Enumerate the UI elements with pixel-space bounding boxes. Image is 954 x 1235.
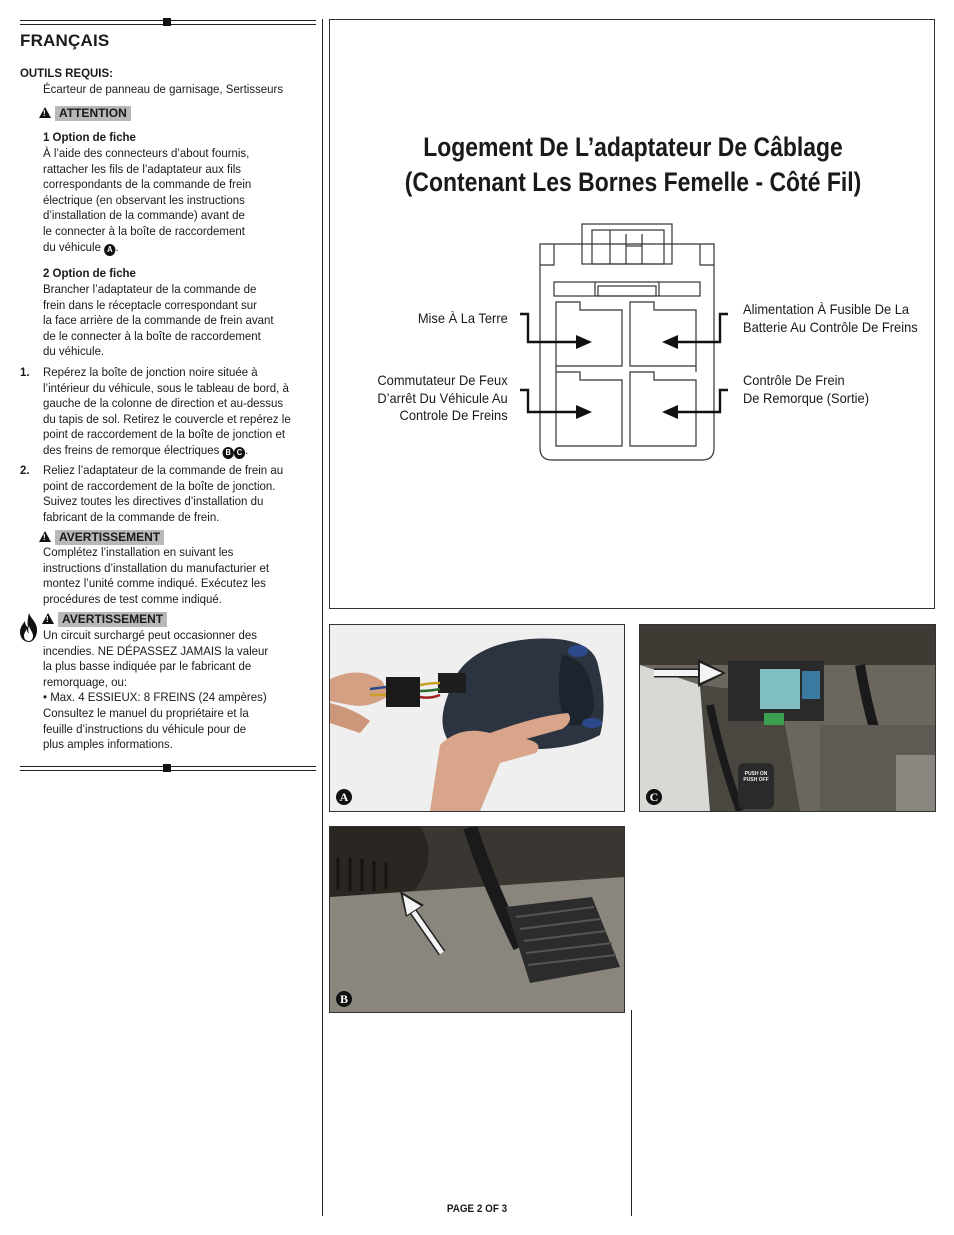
option1-text: À l’aide des connecteurs d’about fournis, rattacher les fils de l’adaptateur aux fils correspondants de la commande de frein électrique (en observant les instructions d’installation de la commande) avant de le connecter à la boîte de raccordement du véhicule A . bbox=[43, 146, 252, 254]
step1-number: 1. bbox=[20, 365, 30, 379]
diagram-title-line1: Logement De L’adaptateur De Câblage bbox=[423, 132, 843, 162]
option2-text: Brancher l’adaptateur de la commande de frein dans le réceptacle correspondant sur la face arrière de la commande de frein avant de le connecter à la boîte de raccordement du véhicule. bbox=[43, 282, 274, 359]
label-fused-power: Alimentation À Fusible De La Batterie Au Contrôle De Freins bbox=[743, 301, 918, 335]
brake-controller-illustration bbox=[330, 625, 624, 811]
warning2-icon: ! bbox=[42, 613, 54, 624]
ref-badge-b: B bbox=[223, 447, 234, 459]
wiring-diagram bbox=[329, 19, 935, 609]
page-number: PAGE 2 OF 3 bbox=[446, 1203, 508, 1215]
photo-b-label: B bbox=[336, 991, 352, 1007]
column-divider-right bbox=[631, 1010, 632, 1216]
photo-b-under-dash bbox=[329, 826, 625, 1013]
photo-c-junction-box bbox=[639, 624, 936, 812]
push-button-label: PUSH ON PUSH OFF bbox=[743, 771, 769, 783]
language-heading: FRANÇAIS bbox=[20, 31, 110, 50]
attention-label: ATTENTION bbox=[55, 106, 131, 121]
step1-text: Repérez la boîte de jonction noire située à l’intérieur du véhicule, sous le tableau de bord, à gauche de la colonne de direction et au-dessus du tapis de sol. Retirez le couvercle et repérez le point de raccordement de la boîte de jonction et des freins de remorque électriques B C . bbox=[43, 365, 291, 457]
junction-box-illustration bbox=[640, 625, 935, 811]
ref-badge-a: A bbox=[104, 244, 115, 256]
step2-text: Reliez l’adaptateur de la commande de frein au point de raccordement de la boîte de jonction. Suivez toutes les directives d’installation du fabricant de la commande de frein. bbox=[43, 463, 284, 524]
column-divider-left bbox=[322, 19, 323, 1216]
ref-badge-c: C bbox=[234, 447, 245, 459]
tools-list: Écarteur de panneau de garnisage, Sertisseurs bbox=[43, 82, 284, 96]
label-ground: Mise À La Terre bbox=[418, 310, 508, 326]
tools-heading: OUTILS REQUIS: bbox=[20, 66, 113, 80]
warning1-icon: ! bbox=[39, 531, 51, 542]
left-column bbox=[20, 0, 316, 1235]
warning1-text: Complétez l’installation en suivant les instructions d’installation du manufacturier et montez l’unité comme indiqué. Exécutez les procédures de test comme indiqué. bbox=[43, 545, 270, 606]
under-dash-illustration bbox=[330, 827, 624, 1012]
step2-number: 2. bbox=[20, 463, 30, 477]
label-stop-switch: Commutateur De Feux D’arrêt Du Véhicule Au Controle De Freins bbox=[377, 372, 508, 423]
option1-heading: 1 Option de fiche bbox=[43, 130, 136, 144]
warning1-label: AVERTISSEMENT bbox=[55, 530, 164, 545]
photo-c-label: C bbox=[646, 789, 662, 805]
diagram-title-line2: (Contenant Les Bornes Femelle - Côté Fil) bbox=[404, 167, 862, 197]
attention-warning-icon: ! bbox=[39, 107, 51, 118]
option2-heading: 2 Option de fiche bbox=[43, 266, 136, 280]
top-rule-marker bbox=[163, 18, 171, 26]
warning2-text: Un circuit surchargé peut occasionner des incendies. NE DÉPASSEZ JAMAIS la valeur la plus basse indiquée par le fabricant de remorquage, ou: • Max. 4 ESSIEUX: 8 FREINS (24 ampères) Consultez le manuel du propriétaire et la feuille d’instructions du véhicule pour de plus amples informations. bbox=[43, 628, 269, 752]
warning2-label: AVERTISSEMENT bbox=[58, 612, 167, 627]
photo-a-brake-controller bbox=[329, 624, 625, 812]
fire-icon bbox=[18, 612, 40, 644]
bottom-rule-marker bbox=[163, 764, 171, 772]
label-brake-control: Contrôle De Frein De Remorque (Sortie) bbox=[743, 372, 869, 406]
photo-a-label: A bbox=[336, 789, 352, 805]
